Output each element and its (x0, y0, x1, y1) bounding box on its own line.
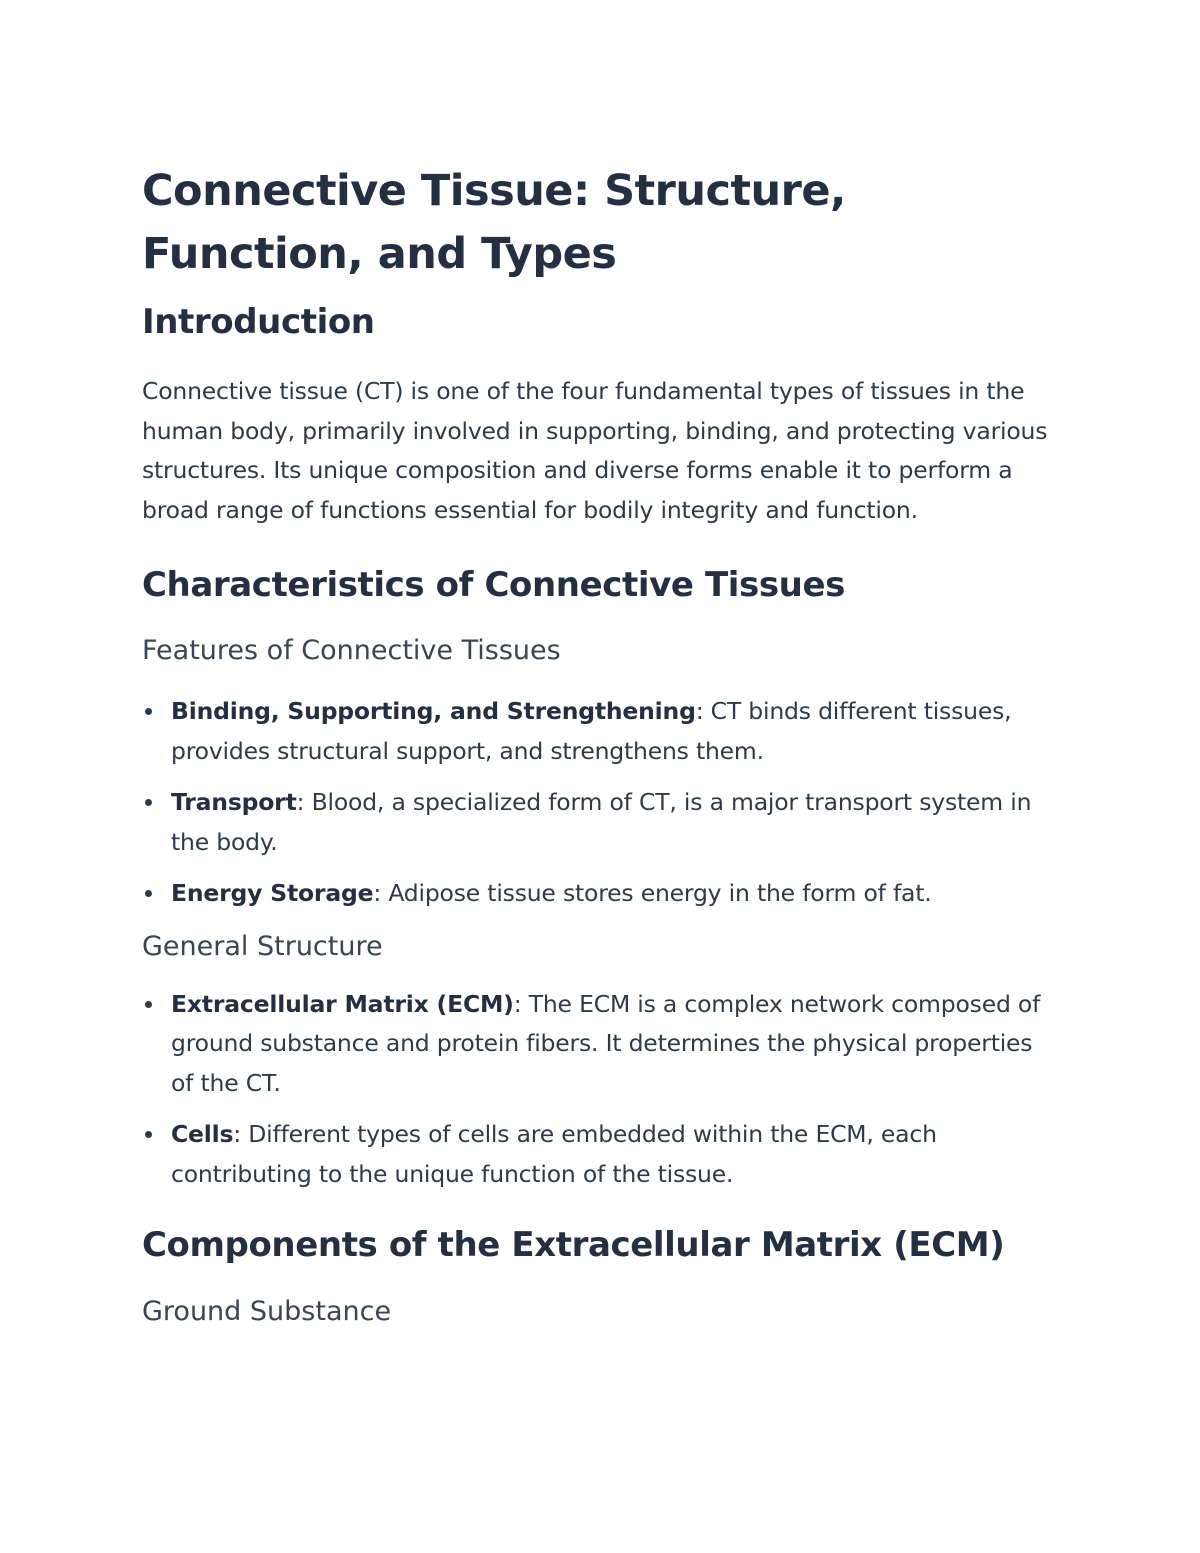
list-item-term: Transport (171, 788, 297, 816)
general-structure-subheading: General Structure (142, 930, 383, 962)
bullet-icon (145, 1001, 152, 1008)
list-item-term: Energy Storage (171, 879, 374, 907)
list-item-term: Binding, Supporting, and Strengthening (171, 697, 696, 725)
features-subheading: Features of Connective Tissues (142, 635, 561, 666)
list-item-text: : CT binds different tissues, provides structural support, and strengthens them. (171, 697, 1012, 765)
bullet-icon (145, 799, 152, 806)
list-item-term: Cells (171, 1120, 234, 1148)
list-item (142, 985, 1052, 1104)
bullet-icon (145, 708, 152, 715)
document-title: Connective Tissue: Structure, Function, and Types (142, 166, 846, 279)
list-item (142, 692, 1052, 771)
bullet-icon (145, 890, 152, 897)
general-structure-list (142, 985, 1052, 1195)
components-heading: Components of the Extracellular Matrix (ECM) (142, 1225, 1005, 1265)
list-item-text: : Different types of cells are embedded within the ECM, each contributing to the unique function of the tissue. (171, 1120, 937, 1188)
list-item (142, 874, 1052, 914)
introduction-heading: Introduction (142, 302, 375, 342)
list-item (142, 1115, 1052, 1194)
document-content (142, 160, 1052, 1330)
list-item-term: Extracellular Matrix (ECM) (171, 989, 514, 1018)
list-item-text: : Blood, a specialized form of CT, is a major transport system in the body. (171, 788, 1032, 856)
characteristics-heading: Characteristics of Connective Tissues (142, 565, 845, 605)
ground-substance-subheading: Ground Substance (142, 1296, 392, 1327)
list-item (142, 783, 1052, 862)
bullet-icon (145, 1131, 152, 1138)
introduction-paragraph: Connective tissue (CT) is one of the four fundamental types of tissues in the human body, primarily involved in supporting, binding, and protecting various structures. Its unique composition and diverse forms enable it to perform a broad range of functions essential for bodily integrity and function. (142, 377, 1048, 524)
list-item-text: : Adipose tissue stores energy in the form of fat. (373, 879, 932, 907)
features-list (142, 692, 1052, 914)
list-item-text: : The ECM is a complex network composed of ground substance and protein fibers. It determines the physical properties of the CT. (171, 989, 1041, 1097)
